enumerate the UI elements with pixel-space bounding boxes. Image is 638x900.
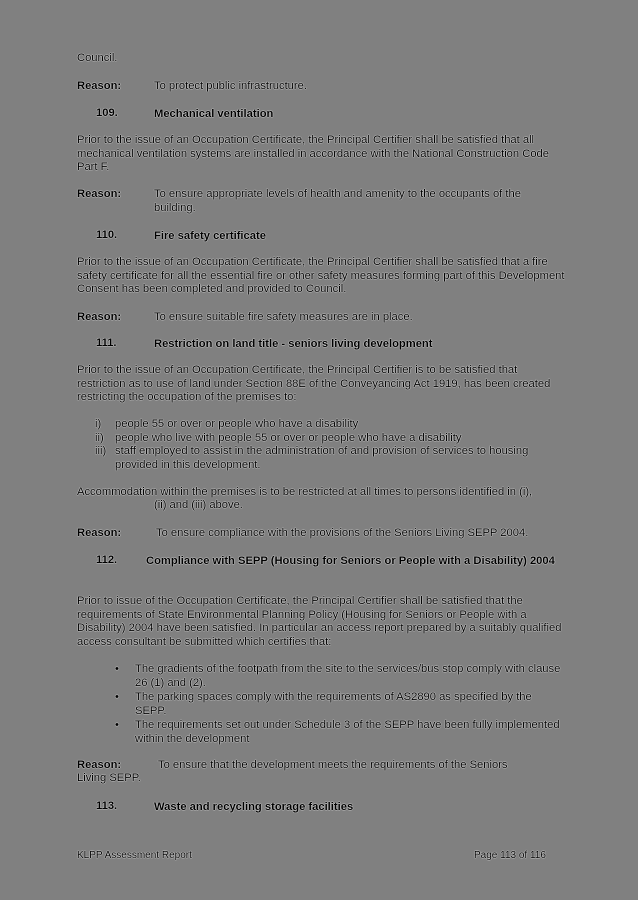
reason-text: To ensure suitable fire safety measures are in place. — [154, 311, 413, 323]
condition-body: Prior to the issue of an Occupation Certificate, the Principal Certifier shall be satisfied that all mechanical ventilation systems are installed in accordance with the National Construction Code Part F. — [77, 134, 549, 173]
list-marker: ii) — [95, 431, 104, 444]
condition-number: 112. — [96, 554, 118, 566]
list-item: • The gradients of the footpath from the site to the services/bus stop comply with clause 26 (1) and (2). — [115, 663, 561, 689]
condition-title: Restriction on land title - seniors living development — [154, 338, 433, 350]
reason-label: Reason: — [77, 527, 122, 539]
list-marker: iii) — [95, 445, 107, 457]
restriction-text: Accommodation within the premises is to be restricted at all times to persons identified in (i), — [77, 486, 533, 498]
condition-number: 109. — [96, 107, 118, 119]
continuation-text: Council. — [77, 52, 118, 64]
condition-number: 110. — [96, 229, 118, 241]
condition-number: 111. — [96, 337, 117, 349]
condition-body: Prior to the issue of an Occupation Certificate, the Principal Certifier is to be satisfied that restriction as to use of land under Section 88E of the Conveyancing Act 1919, has been created restricting the occupation of the premises to: — [77, 364, 551, 403]
reason-text: To protect public infrastructure. — [154, 80, 307, 92]
condition-body: Prior to the issue of an Occupation Certificate, the Principal Certifier shall be satisfied that a fire safety certificate for all the essential fire or other safety measures forming part of this Development Consent has been completed and provided to Council. — [77, 256, 565, 295]
list-item: i) people 55 or over or people who have a disability — [95, 418, 359, 430]
reason-label: Reason: — [77, 759, 122, 771]
bullet-icon: • — [115, 719, 119, 731]
restriction-text-cont: (ii) and (iii) above. — [154, 499, 243, 511]
list-item: iii) staff employed to assist in the administration of and provision of services to housing provided in this development. — [95, 445, 529, 471]
condition-body: Prior to issue of the Occupation Certificate, the Principal Certifier shall be satisfied that the requirements of State Environmental Planning Policy (Housing for Seniors or People with a Disability) 2004 have been satisfied. In particular an access report prepared by a suitably qualified access consultant be submitted which certifies that: — [77, 595, 562, 648]
reason-text: To ensure appropriate levels of health and amenity to the occupants of the building. — [154, 188, 521, 214]
bullet-icon: • — [115, 663, 119, 675]
list-item: ii) people who live with people 55 or over or people who have a disability — [95, 431, 462, 444]
reason-text-cont: Living SEPP. — [77, 772, 141, 784]
bullet-list — [115, 663, 565, 747]
reason-label: Reason: — [77, 80, 122, 92]
roman-numeral-list — [95, 418, 565, 472]
footer-page-number: Page 113 of 116 — [474, 850, 546, 861]
list-item: • The requirements set out under Schedule 3 of the SEPP have been fully implemented within the development — [115, 719, 560, 745]
condition-number: 113. — [96, 800, 118, 812]
condition-title: Waste and recycling storage facilities — [154, 801, 354, 813]
bullet-icon: • — [115, 691, 119, 703]
reason-label: Reason: — [77, 311, 122, 323]
footer-report-title: KLPP Assessment Report — [77, 850, 192, 861]
list-item: • The parking spaces comply with the requirements of AS2890 as specified by the SEPP. — [115, 691, 532, 717]
reason-label: Reason: — [77, 188, 122, 200]
list-marker: i) — [95, 418, 102, 430]
reason-text: To ensure that the development meets the requirements of the Seniors — [158, 759, 508, 771]
condition-title: Mechanical ventilation — [154, 108, 274, 120]
condition-title: Fire safety certificate — [154, 230, 266, 242]
reason-text: To ensure compliance with the provisions of the Seniors Living SEPP 2004. — [156, 527, 529, 539]
condition-title: Compliance with SEPP (Housing for Seniors or People with a Disability) 2004 — [146, 555, 555, 567]
